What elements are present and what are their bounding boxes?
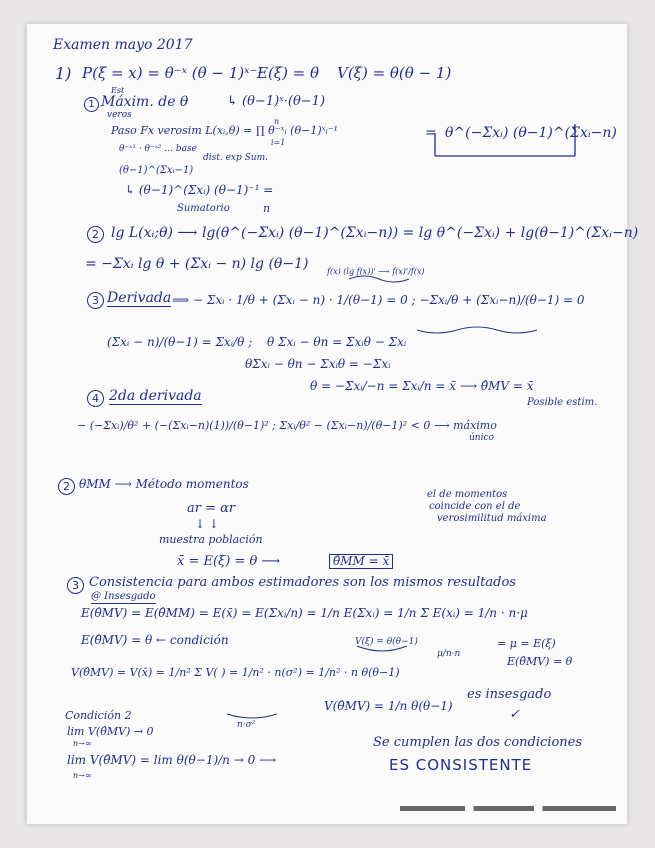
check-mark: ✓	[509, 707, 520, 722]
mm-equation: x̄ = E(ξ) = θ ⟶	[177, 554, 281, 569]
pmf-formula: P(ξ = x) = θ⁻ˣ (θ − 1)ˣ⁻¹	[82, 64, 264, 82]
variance-result: V(θ̂MV) = 1/n θ(θ−1)	[324, 699, 453, 713]
first-derivative-eq: ⟹ − Σxᵢ · 1/θ + (Σxᵢ − n) · 1/(θ−1) = 0 ; −Σxᵢ/θ + (Σxᵢ−n)/(θ−1) = 0	[172, 293, 585, 307]
sum-rewrite: ↳ (θ−1)^(Σxᵢ) (θ−1)⁻¹ =	[125, 183, 274, 197]
mu-over-n-note: μ/n·n	[437, 649, 461, 659]
binder-edge	[400, 806, 616, 811]
variance-xi-note: V(ξ) = θ(θ−1)	[355, 637, 418, 647]
product-lower-index: i=1	[271, 138, 286, 147]
limit-subscript-1: n→∞	[73, 739, 92, 748]
n-label: n	[263, 202, 271, 215]
step-3-circle: 3	[87, 292, 104, 309]
derivative-rearranged: (Σxᵢ − n)/(θ−1) = Σxᵢ/θ ;	[107, 335, 253, 349]
factor-expansion: ↳ (θ−1)ˣ·(θ−1)	[227, 94, 326, 109]
derivative-expanded: θ Σxᵢ − θn = Σxᵢθ − Σxᵢ	[267, 335, 407, 349]
mle-result: θ = −Σxᵢ/−n = Σxᵢ/n = x̄ ⟶ θ̂MV = x̄	[310, 379, 534, 393]
variance-formula: V(ξ) = θ(θ − 1)	[337, 64, 452, 82]
log-derivative-note: f(x) (lg f(x))' ⟶ f(x)'/f(x)	[327, 267, 425, 276]
step-2-circle: 2	[87, 226, 104, 243]
power-term: (θ−1)^(Σxᵢ−1)	[119, 165, 194, 176]
coincide-note-3: verosimilitud máxima	[437, 513, 547, 524]
condition-2-label: Condición 2	[65, 709, 132, 722]
limit-evaluation: lim V(θ̂MV) = lim θ(θ−1)/n → 0 ⟶	[67, 753, 277, 767]
variance-chain: V(θ̂MV) = V(x̄) = 1/n² Σ V( ) = 1/n² · n(σ²) = 1/n² · n θ(θ−1)	[71, 666, 400, 679]
log-likelihood-simplified: = −Σxᵢ lg θ + (Σxᵢ − n) lg (θ−1)	[85, 256, 309, 272]
log-likelihood-line: lg L(xᵢ;θ) ⟶ lg(θ^(−Σxᵢ) (θ−1)^(Σxᵢ−n)) = lg θ^(−Σxᵢ) + lg(θ−1)^(Σxᵢ−n)	[111, 225, 639, 241]
coincide-note-2: coincide con el de	[429, 501, 521, 512]
mm-result-box: θ̂MM = x̄	[329, 554, 393, 569]
n-sigma-note: n·σ²	[237, 720, 256, 730]
exam-sheet	[27, 24, 639, 824]
problem-3-circle: 3	[67, 577, 84, 594]
second-derivative-eq: − (−Σxᵢ)/θ² + (−(Σxᵢ−n)(1))/(θ−1)² ; Σxᵢ/θ² − (Σxᵢ−n)/(θ−1)² < 0 ⟶ máximo	[77, 419, 497, 432]
expected-estimator: E(θ̂MV) = θ	[507, 655, 573, 668]
step-4-circle: 4	[87, 390, 104, 407]
expectation-chain: E(θ̂MV) = E(θ̂MM) = E(x̄) = E(Σxᵢ/n) = 1/n E(Σxᵢ) = 1/n Σ E(xᵢ) = 1/n · n·μ	[81, 606, 528, 620]
moments-method-heading: θMM ⟶ Método momentos	[79, 477, 249, 491]
likelihood-result: θ^(−Σxᵢ) (θ−1)^(Σxᵢ−n)	[445, 125, 617, 141]
exam-title: Examen mayo 2017	[53, 37, 193, 53]
sumatorio-label: Sumatorio	[177, 203, 230, 214]
consistency-heading: Consistencia para ambos estimadores son los mismos resultados	[89, 575, 516, 590]
product-expansion: θ⁻ˣ¹ · θ⁻ˣ² ... base	[119, 144, 197, 154]
unique-note: único	[469, 433, 494, 443]
moment-arrows: ↓ ↓	[195, 517, 219, 531]
sample-population-labels: muestra población	[159, 533, 263, 546]
conclusion-consistent: ES CONSISTENTE	[389, 756, 533, 774]
moment-equation: ar = αr	[187, 501, 236, 516]
est-note: Est	[111, 86, 125, 95]
likelihood-step: Paso Fx verosim L(xᵢ,θ) = ∏ θ⁻ˣᵢ (θ−1)ˣᵢ⁻¹	[111, 124, 338, 137]
derivada-label: Derivada	[107, 290, 172, 306]
unbiased-condition: E(θ̂MV) = θ ← condición	[81, 633, 229, 647]
limit-condition: lim V(θ̂MV) → 0	[67, 725, 154, 738]
second-derivative-label: 2da derivada	[109, 388, 202, 404]
conclusion-conditions: Se cumplen las dos condiciones	[373, 735, 583, 750]
possible-estimator-note: Posible estim.	[527, 397, 598, 408]
veros-note: veros	[107, 110, 132, 120]
unbiased-subheading: @ Insesgado	[91, 591, 156, 602]
expansion-note: dist. exp Sum.	[203, 153, 268, 163]
problem-1-number: 1)	[55, 64, 72, 83]
equals-sign: =	[425, 125, 437, 141]
problem-2-circle: 2	[58, 478, 75, 495]
step-1-label: Máxim. de θ	[101, 94, 189, 110]
product-upper-index: n	[274, 117, 280, 126]
step-1-circle: 1	[84, 97, 99, 112]
coincide-note-1: el de momentos	[427, 489, 508, 500]
mu-equals-expectation: = μ = E(ξ)	[497, 637, 556, 650]
expectation-formula: E(ξ) = θ	[257, 64, 320, 82]
limit-subscript-2: n→∞	[73, 771, 92, 780]
unbiased-conclusion: es insesgado	[467, 687, 552, 702]
derivative-simplified: θΣxᵢ − θn − Σxᵢθ = −Σxᵢ	[245, 357, 391, 371]
